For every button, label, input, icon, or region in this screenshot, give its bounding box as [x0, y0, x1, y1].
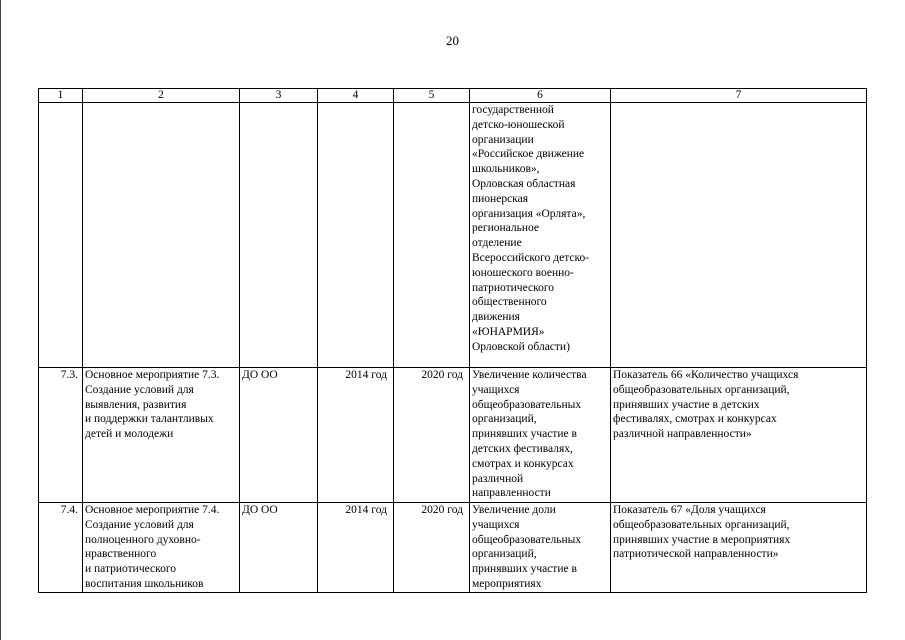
- header-col-6: 6: [470, 89, 611, 103]
- cell-text-line: различной: [472, 472, 524, 485]
- cell-text-line: Создание условий для: [85, 383, 194, 396]
- cell-text-line: региональное: [472, 222, 539, 235]
- cell-text-line: принявших участие в: [472, 563, 577, 576]
- cell-text-line: детско-юношеской: [472, 118, 565, 131]
- activity-cell: [83, 368, 240, 503]
- cell-text-line: принявших участие в: [472, 428, 577, 441]
- cell-text-line: Основное мероприятие 7.3.: [85, 369, 220, 381]
- table-header: [39, 89, 867, 103]
- cell-text-line: юношеского военно-: [472, 266, 574, 279]
- cell-text-line: детей и молодежи: [85, 428, 174, 441]
- header-col-3: 3: [240, 89, 318, 103]
- cell-text-line: «Российское движение: [472, 148, 585, 161]
- start-year-cell: 2014 год: [318, 503, 394, 593]
- header-col-5: 5: [394, 89, 470, 103]
- cell-text-line: Увеличение доли: [472, 504, 556, 516]
- cell-empty: [394, 103, 470, 368]
- cell-text-line: нравственного: [85, 548, 157, 561]
- activity-cell: [83, 503, 240, 593]
- cell-text-line: «ЮНАРМИЯ»: [472, 325, 545, 338]
- cell-text-line: выявления, развития: [85, 398, 187, 411]
- cell-text-line: Создание условий для: [85, 518, 194, 531]
- cell-text-line: Орловская областная: [472, 177, 576, 190]
- cell-text-line: организаций,: [472, 413, 537, 426]
- cell-text-line: пионерская: [472, 192, 528, 205]
- start-year-cell: 2014 год: [318, 368, 394, 503]
- result-cell: [470, 368, 611, 503]
- cell-text-line: фестивалях, смотрах и конкурсах: [613, 413, 777, 426]
- cell-text-line: и поддержки талантливых: [85, 413, 214, 426]
- cell-text-line: учащихся: [472, 383, 520, 396]
- executor-cell: ДО ОО: [240, 503, 318, 593]
- cell-text-line: общеобразовательных организаций,: [613, 383, 790, 396]
- header-col-7: 7: [611, 89, 867, 103]
- cell-empty: [83, 103, 240, 368]
- cell-text-line: детских фестивалях,: [472, 442, 573, 455]
- row-number: 7.3.: [39, 368, 83, 503]
- indicator-cell: [611, 368, 867, 503]
- cell-text-line: общеобразовательных: [472, 533, 582, 546]
- row-number: 7.4.: [39, 503, 83, 593]
- header-col-4: 4: [318, 89, 394, 103]
- cell-text-line: общеобразовательных организаций,: [613, 518, 790, 531]
- cell-text-line: организация «Орлята»,: [472, 207, 586, 220]
- cell-text-line: школьников»,: [472, 163, 540, 176]
- page-edge-line: [0, 0, 1, 640]
- header-col-2: 2: [83, 89, 240, 103]
- cell-text-line: патриотической направленности»: [613, 548, 779, 561]
- cell-text-line: движения: [472, 311, 520, 324]
- cell-text-line: общественного: [472, 296, 547, 309]
- cell-text-line: Всероссийского детско-: [472, 251, 590, 264]
- cell-text-line: направленности: [472, 487, 551, 500]
- result-cell: [470, 503, 611, 593]
- header-row: [39, 89, 867, 103]
- program-table: [38, 88, 867, 593]
- cell-text-line: Показатель 67 «Доля учащихся: [613, 504, 766, 516]
- header-col-1: 1: [39, 89, 83, 103]
- executor-cell: ДО ОО: [240, 368, 318, 503]
- cell-empty: [39, 103, 83, 368]
- table-row: [39, 368, 867, 503]
- cell-text-line: воспитания школьников: [85, 577, 204, 590]
- cell-text-line: организации: [472, 133, 534, 146]
- cell-text-line: Орловской области): [472, 340, 570, 353]
- cell-text-line: учащихся: [472, 518, 520, 531]
- cell-text-line: общеобразовательных: [472, 398, 582, 411]
- page-number: 20: [446, 33, 459, 48]
- cell-text-line: Показатель 66 «Количество учащихся: [613, 369, 799, 381]
- continuation-result-cell: [470, 103, 611, 368]
- cell-text-line: государственной: [472, 104, 554, 116]
- cell-text-line: мероприятиях: [472, 577, 542, 590]
- cell-text-line: патриотического: [472, 281, 555, 294]
- end-year-cell: 2020 год: [394, 368, 470, 503]
- end-year-cell: 2020 год: [394, 503, 470, 593]
- cell-text-line: Увеличение количества: [472, 369, 587, 381]
- cell-empty: [318, 103, 394, 368]
- cell-text-line: отделение: [472, 237, 522, 250]
- cell-text-line: Основное мероприятие 7.4.: [85, 504, 220, 516]
- cell-empty: [611, 103, 867, 368]
- cell-empty: [240, 103, 318, 368]
- table-row-continuation: [39, 103, 867, 368]
- cell-text-line: полноценного духовно-: [85, 533, 201, 546]
- cell-text-line: принявших участие в мероприятиях: [613, 533, 791, 546]
- cell-text-line: организаций,: [472, 548, 537, 561]
- cell-text-line: смотрах и конкурсах: [472, 457, 574, 470]
- indicator-cell: [611, 503, 867, 593]
- table-row: [39, 503, 867, 593]
- cell-text-line: различной направленности»: [613, 428, 752, 441]
- cell-text-line: и патриотического: [85, 563, 177, 576]
- cell-text-line: принявших участие в детских: [613, 398, 760, 411]
